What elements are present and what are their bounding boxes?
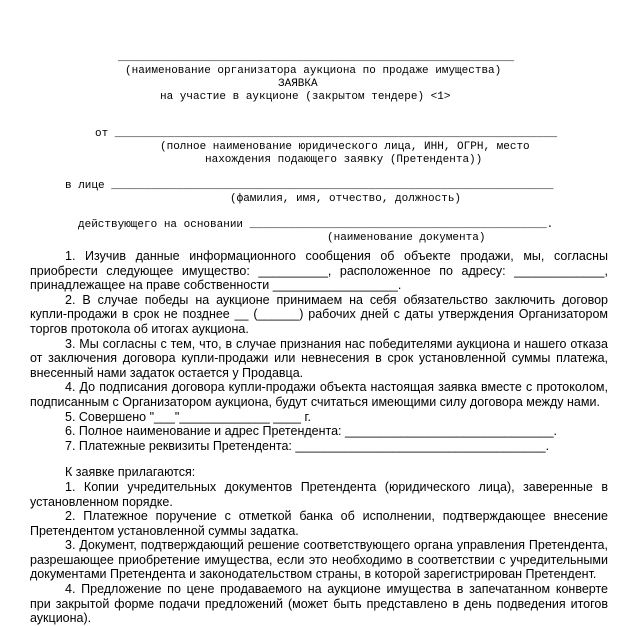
document-body [30,249,616,626]
term-paragraph-5-date: 5. Совершено "___"_____________ ____ г. [65,409,311,424]
attachment-item-2: 2. Платежное поручение с отметкой банка об исполнении, подтверждающее внесение Претендентом установленной суммы задатка. [30,509,608,538]
representative-caption: (фамилия, имя, отчество, должность) [230,193,462,205]
term-paragraph-1: 1. Изучив данные информационного сообщения об объекте продажи, мы, согласны приобрести следующее имущество: __________, расположенное по адресу: _____________, принадлежащее на праве собственности __________________. [30,249,608,293]
term-paragraph-2: 2. В случае победы на аукционе принимаем на себя обязательство заключить договор купли-продажи в срок не позднее __ (______) рабочих дней с даты утверждения Организатором торгов протокола об итогах аукциона. [30,292,608,336]
attachments-heading: К заявке прилагаются: [65,465,196,480]
organizer-caption: (наименование организатора аукциона по продаже имущества) [125,65,502,77]
applicant-from-caption-1: (полное наименование юридического лица, ИНН, ОГРН, место [160,141,530,153]
representative-blank-line: в лице ___________________________________________________________________ [65,180,554,192]
document-subtitle: на участие в аукционе (закрытом тендере) <1> [160,91,451,103]
applicant-from-blank-line: от ___________________________________________________________________ [95,128,558,140]
document-title: ЗАЯВКА [278,78,318,90]
acting-basis-blank-line: действующего на основании _____________________________________________. [78,219,554,231]
term-paragraph-7-payment-details: 7. Платежные реквизиты Претендента: ____________________________________. [65,438,550,453]
attachment-item-1: 1. Копии учредительных документов Претендента (юридического лица), заверенные в установленном порядке. [30,479,608,509]
organizer-name-blank-line: ____________________________________________________________ [118,52,515,64]
attachment-item-4: 4. Предложение по цене продаваемого на аукционе имущества в запечатанном конверте при закрытой форме подачи предложений (может быть представлено в день подведения итогов аукциона). [30,582,608,626]
acting-basis-caption: (наименование документа) [327,232,486,244]
attachment-item-3: 3. Документ, подтверждающий решение соответствующего органа управления Претендента, разрешающее приобретение имущества, если это необходимо в соответствии с учредительными документами Претендента и законодательством страны, в которой зарегистрирован Претендент. [30,538,608,582]
document-header-block [30,52,616,245]
term-paragraph-4: 4. До подписания договора купли-продажи объекта настоящая заявка вместе с протоколом, подписанным с Организатором аукциона, будут считаться имеющими силу договора между нами. [30,380,608,409]
term-paragraph-6-applicant-name: 6. Полное наименование и адрес Претендента: ______________________________. [65,424,558,439]
term-paragraph-3: 3. Мы согласны с тем, что, в случае признания нас победителями аукциона и нашего отказа от заключения договора купли-продажи или невнесения в срок установленной суммы платежа, внесенный нами задаток остается у Продавца. [30,336,608,380]
applicant-from-caption-2: нахождения подающего заявку (Претендента)) [205,154,483,166]
